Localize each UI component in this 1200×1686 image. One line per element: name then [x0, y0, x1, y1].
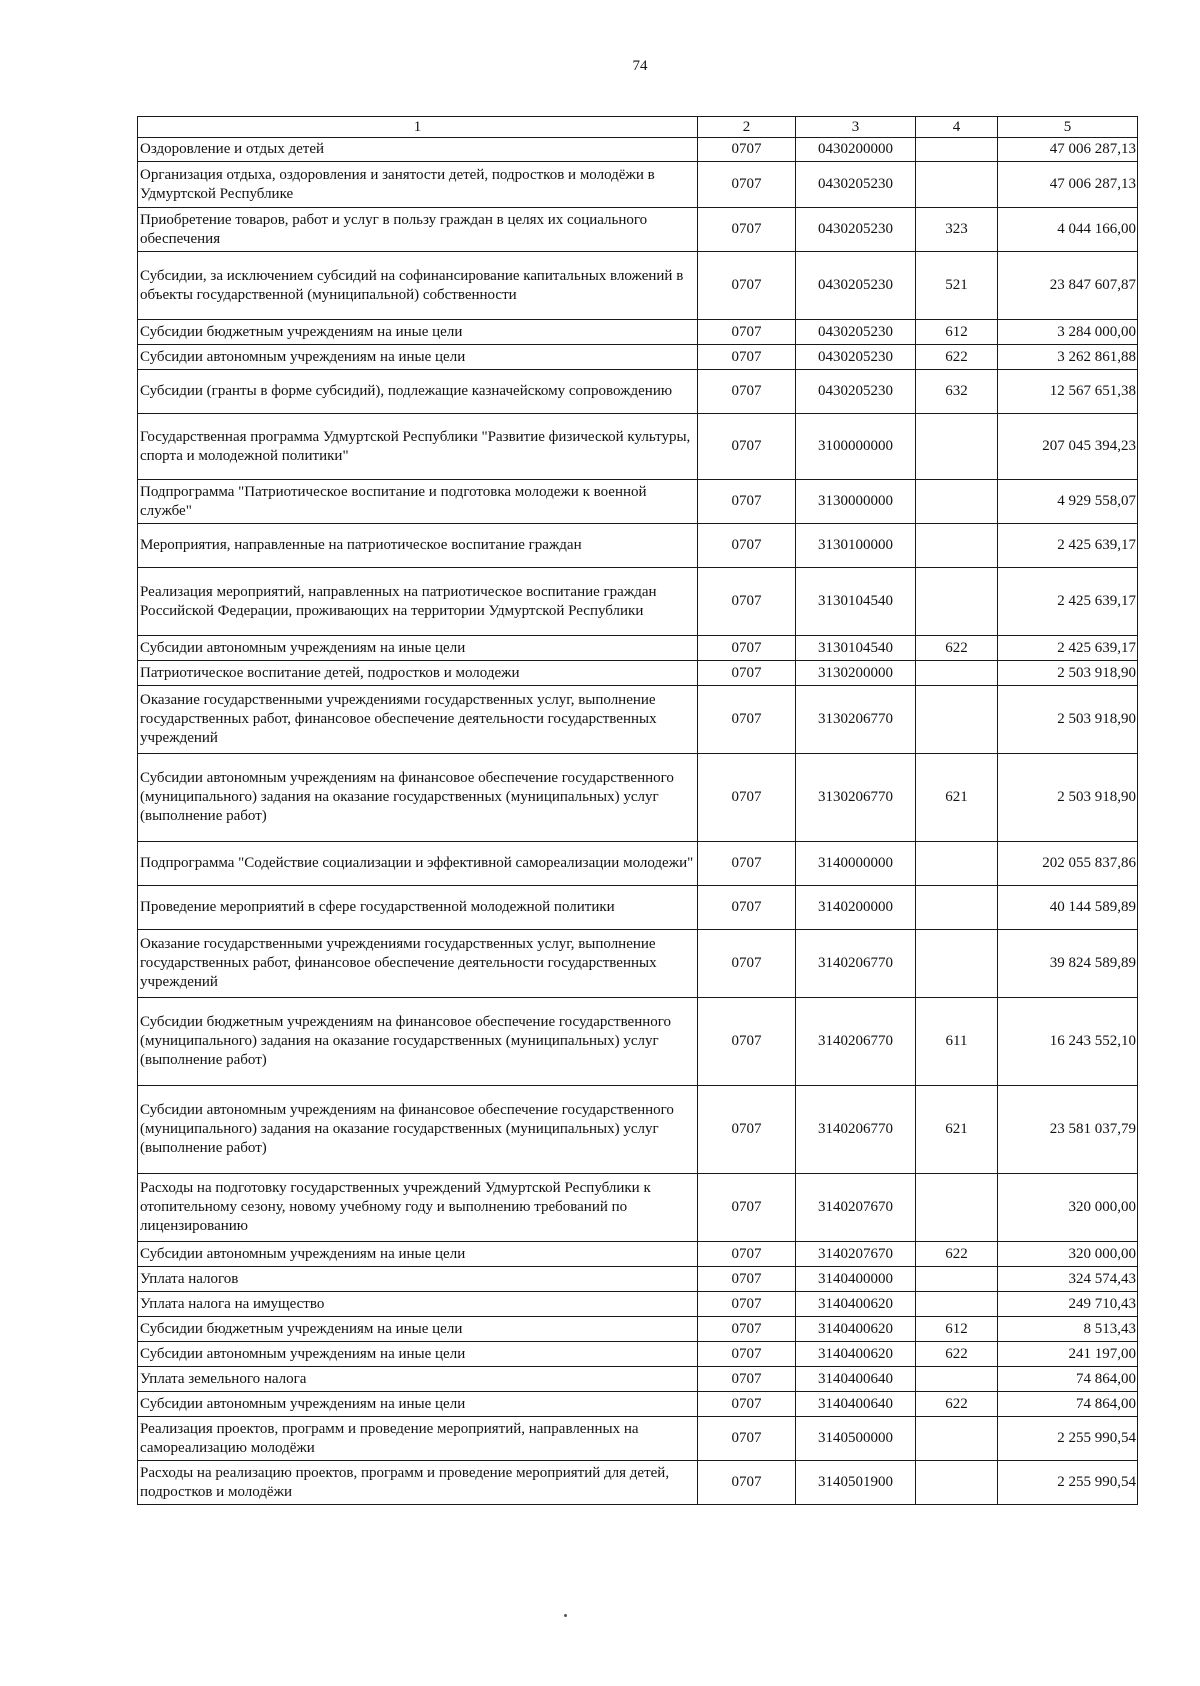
table-row	[138, 1367, 1138, 1392]
cell-name: Субсидии бюджетным учреждениям на иные цели	[138, 1317, 698, 1342]
cell-section: 0707	[698, 480, 796, 524]
header-row	[138, 117, 1138, 138]
cell-amount: 47 006 287,13	[998, 162, 1138, 208]
cell-section: 0707	[698, 162, 796, 208]
cell-amount: 2 255 990,54	[998, 1461, 1138, 1505]
table-row	[138, 998, 1138, 1086]
cell-type	[916, 886, 998, 930]
cell-section: 0707	[698, 1367, 796, 1392]
cell-name: Приобретение товаров, работ и услуг в пользу граждан в целях их социального обеспечения	[138, 208, 698, 252]
table-row	[138, 480, 1138, 524]
cell-target: 3140207670	[796, 1174, 916, 1242]
cell-target: 3100000000	[796, 414, 916, 480]
cell-target: 3140400620	[796, 1292, 916, 1317]
cell-name: Оказание государственными учреждениями государственных услуг, выполнение государственных работ, финансовое обеспечение деятельности государственных учреждений	[138, 686, 698, 754]
cell-name: Реализация проектов, программ и проведение мероприятий, направленных на самореализацию молодёжи	[138, 1417, 698, 1461]
cell-target: 3140400000	[796, 1267, 916, 1292]
cell-target: 0430205230	[796, 162, 916, 208]
table-row	[138, 138, 1138, 162]
cell-amount: 249 710,43	[998, 1292, 1138, 1317]
table-row	[138, 524, 1138, 568]
cell-name: Субсидии автономным учреждениям на иные цели	[138, 1242, 698, 1267]
cell-type: 622	[916, 1392, 998, 1417]
cell-amount: 47 006 287,13	[998, 138, 1138, 162]
table-row	[138, 1417, 1138, 1461]
cell-type	[916, 1417, 998, 1461]
cell-amount: 241 197,00	[998, 1342, 1138, 1367]
cell-type	[916, 1292, 998, 1317]
table-row	[138, 930, 1138, 998]
table-row	[138, 320, 1138, 345]
cell-amount: 74 864,00	[998, 1392, 1138, 1417]
cell-section: 0707	[698, 1392, 796, 1417]
cell-name: Государственная программа Удмуртской Республики "Развитие физической культуры, спорта и молодежной политики"	[138, 414, 698, 480]
table-row	[138, 1392, 1138, 1417]
table-row	[138, 1342, 1138, 1367]
table-row	[138, 370, 1138, 414]
cell-amount: 320 000,00	[998, 1174, 1138, 1242]
cell-amount: 40 144 589,89	[998, 886, 1138, 930]
cell-type	[916, 1174, 998, 1242]
cell-section: 0707	[698, 524, 796, 568]
table-row	[138, 1317, 1138, 1342]
cell-section: 0707	[698, 1267, 796, 1292]
cell-section: 0707	[698, 568, 796, 636]
cell-target: 3140000000	[796, 842, 916, 886]
cell-name: Уплата налога на имущество	[138, 1292, 698, 1317]
cell-type: 621	[916, 754, 998, 842]
cell-target: 3130104540	[796, 636, 916, 661]
cell-amount: 2 425 639,17	[998, 568, 1138, 636]
cell-type	[916, 661, 998, 686]
cell-amount: 3 284 000,00	[998, 320, 1138, 345]
cell-section: 0707	[698, 930, 796, 998]
cell-target: 3140207670	[796, 1242, 916, 1267]
cell-amount: 39 824 589,89	[998, 930, 1138, 998]
cell-section: 0707	[698, 208, 796, 252]
cell-name: Уплата земельного налога	[138, 1367, 698, 1392]
cell-amount: 23 581 037,79	[998, 1086, 1138, 1174]
cell-name: Субсидии автономным учреждениям на финансовое обеспечение государственного (муниципального) задания на оказание государственных (муниципальных) услуг (выполнение работ)	[138, 754, 698, 842]
cell-name: Субсидии (гранты в форме субсидий), подлежащие казначейскому сопровождению	[138, 370, 698, 414]
cell-section: 0707	[698, 686, 796, 754]
cell-target: 3140400620	[796, 1342, 916, 1367]
cell-name: Мероприятия, направленные на патриотическое воспитание граждан	[138, 524, 698, 568]
cell-name: Оздоровление и отдых детей	[138, 138, 698, 162]
cell-target: 3130206770	[796, 754, 916, 842]
cell-type	[916, 568, 998, 636]
cell-type: 622	[916, 636, 998, 661]
cell-section: 0707	[698, 138, 796, 162]
column-header-section: 2	[698, 117, 796, 138]
cell-name: Проведение мероприятий в сфере государственной молодежной политики	[138, 886, 698, 930]
cell-section: 0707	[698, 1174, 796, 1242]
cell-target: 0430200000	[796, 138, 916, 162]
cell-target: 0430205230	[796, 320, 916, 345]
cell-amount: 2 503 918,90	[998, 661, 1138, 686]
cell-amount: 202 055 837,86	[998, 842, 1138, 886]
table-row	[138, 1242, 1138, 1267]
table-row	[138, 162, 1138, 208]
cell-amount: 4 929 558,07	[998, 480, 1138, 524]
table-row	[138, 568, 1138, 636]
table-row	[138, 886, 1138, 930]
cell-name: Субсидии бюджетным учреждениям на финансовое обеспечение государственного (муниципального) задания на оказание государственных (муниципальных) услуг (выполнение работ)	[138, 998, 698, 1086]
column-header-name: 1	[138, 117, 698, 138]
cell-type	[916, 686, 998, 754]
cell-amount: 2 503 918,90	[998, 686, 1138, 754]
cell-name: Организация отдыха, оздоровления и занятости детей, подростков и молодёжи в Удмуртской Республике	[138, 162, 698, 208]
cell-target: 3140400620	[796, 1317, 916, 1342]
cell-amount: 16 243 552,10	[998, 998, 1138, 1086]
cell-amount: 4 044 166,00	[998, 208, 1138, 252]
table-row	[138, 208, 1138, 252]
cell-section: 0707	[698, 320, 796, 345]
cell-section: 0707	[698, 414, 796, 480]
table-row	[138, 754, 1138, 842]
cell-amount: 8 513,43	[998, 1317, 1138, 1342]
cell-target: 3140400640	[796, 1367, 916, 1392]
cell-name: Субсидии, за исключением субсидий на софинансирование капитальных вложений в объекты государственной (муниципальной) собственности	[138, 252, 698, 320]
cell-name: Подпрограмма "Содействие социализации и эффективной самореализации молодежи"	[138, 842, 698, 886]
cell-target: 0430205230	[796, 370, 916, 414]
cell-target: 3140501900	[796, 1461, 916, 1505]
column-header-amount: 5	[998, 117, 1138, 138]
cell-type	[916, 414, 998, 480]
cell-target: 3130200000	[796, 661, 916, 686]
table-row	[138, 1267, 1138, 1292]
cell-amount: 320 000,00	[998, 1242, 1138, 1267]
table-row	[138, 252, 1138, 320]
cell-section: 0707	[698, 661, 796, 686]
cell-target: 0430205230	[796, 208, 916, 252]
scan-dot	[564, 1614, 567, 1617]
cell-name: Реализация мероприятий, направленных на патриотическое воспитание граждан Российской Федерации, проживающих на территории Удмуртской Республики	[138, 568, 698, 636]
cell-type	[916, 138, 998, 162]
cell-amount: 2 503 918,90	[998, 754, 1138, 842]
table-row	[138, 414, 1138, 480]
table-row	[138, 1292, 1138, 1317]
cell-section: 0707	[698, 1461, 796, 1505]
cell-name: Субсидии автономным учреждениям на финансовое обеспечение государственного (муниципального) задания на оказание государственных (муниципальных) услуг (выполнение работ)	[138, 1086, 698, 1174]
cell-section: 0707	[698, 754, 796, 842]
cell-type	[916, 162, 998, 208]
budget-table	[137, 116, 1138, 1505]
cell-type: 323	[916, 208, 998, 252]
cell-section: 0707	[698, 998, 796, 1086]
cell-name: Расходы на подготовку государственных учреждений Удмуртской Республики к отопительному сезону, новому учебному году и выполнению требований по лицензированию	[138, 1174, 698, 1242]
table-row	[138, 1174, 1138, 1242]
cell-amount: 2 425 639,17	[998, 636, 1138, 661]
cell-type: 611	[916, 998, 998, 1086]
cell-name: Субсидии бюджетным учреждениям на иные цели	[138, 320, 698, 345]
cell-section: 0707	[698, 1342, 796, 1367]
cell-name: Субсидии автономным учреждениям на иные цели	[138, 1392, 698, 1417]
cell-type: 622	[916, 345, 998, 370]
table-row	[138, 1086, 1138, 1174]
cell-type: 612	[916, 320, 998, 345]
cell-name: Патриотическое воспитание детей, подростков и молодежи	[138, 661, 698, 686]
cell-amount: 74 864,00	[998, 1367, 1138, 1392]
cell-type	[916, 1461, 998, 1505]
cell-target: 3140500000	[796, 1417, 916, 1461]
cell-type	[916, 842, 998, 886]
column-header-target: 3	[796, 117, 916, 138]
cell-name: Субсидии автономным учреждениям на иные цели	[138, 1342, 698, 1367]
cell-name: Оказание государственными учреждениями государственных услуг, выполнение государственных работ, финансовое обеспечение деятельности государственных учреждений	[138, 930, 698, 998]
cell-type	[916, 524, 998, 568]
cell-amount: 23 847 607,87	[998, 252, 1138, 320]
cell-section: 0707	[698, 886, 796, 930]
cell-type: 622	[916, 1342, 998, 1367]
cell-name: Уплата налогов	[138, 1267, 698, 1292]
cell-target: 3130100000	[796, 524, 916, 568]
column-header-type: 4	[916, 117, 998, 138]
cell-amount: 2 425 639,17	[998, 524, 1138, 568]
cell-type: 612	[916, 1317, 998, 1342]
cell-type: 521	[916, 252, 998, 320]
table-row	[138, 345, 1138, 370]
cell-amount: 3 262 861,88	[998, 345, 1138, 370]
cell-target: 3140206770	[796, 998, 916, 1086]
table-row	[138, 686, 1138, 754]
cell-section: 0707	[698, 1317, 796, 1342]
cell-type	[916, 1267, 998, 1292]
table-row	[138, 1461, 1138, 1505]
table-row	[138, 661, 1138, 686]
cell-target: 3140400640	[796, 1392, 916, 1417]
cell-target: 3130000000	[796, 480, 916, 524]
cell-name: Расходы на реализацию проектов, программ и проведение мероприятий для детей, подростков и молодёжи	[138, 1461, 698, 1505]
cell-section: 0707	[698, 345, 796, 370]
cell-section: 0707	[698, 1086, 796, 1174]
cell-section: 0707	[698, 1292, 796, 1317]
cell-target: 3130104540	[796, 568, 916, 636]
cell-amount: 2 255 990,54	[998, 1417, 1138, 1461]
cell-target: 0430205230	[796, 252, 916, 320]
cell-type: 632	[916, 370, 998, 414]
cell-name: Субсидии автономным учреждениям на иные цели	[138, 345, 698, 370]
table-row	[138, 636, 1138, 661]
cell-section: 0707	[698, 1417, 796, 1461]
page-number: 74	[632, 58, 648, 74]
cell-type: 621	[916, 1086, 998, 1174]
cell-target: 3140200000	[796, 886, 916, 930]
cell-type	[916, 930, 998, 998]
cell-type	[916, 480, 998, 524]
cell-type: 622	[916, 1242, 998, 1267]
cell-target: 3140206770	[796, 1086, 916, 1174]
cell-name: Субсидии автономным учреждениям на иные цели	[138, 636, 698, 661]
cell-section: 0707	[698, 842, 796, 886]
cell-target: 3130206770	[796, 686, 916, 754]
cell-section: 0707	[698, 1242, 796, 1267]
cell-section: 0707	[698, 252, 796, 320]
cell-section: 0707	[698, 370, 796, 414]
cell-target: 3140206770	[796, 930, 916, 998]
cell-section: 0707	[698, 636, 796, 661]
cell-amount: 12 567 651,38	[998, 370, 1138, 414]
cell-type	[916, 1367, 998, 1392]
cell-name: Подпрограмма "Патриотическое воспитание и подготовка молодежи к военной службе"	[138, 480, 698, 524]
table-row	[138, 842, 1138, 886]
cell-target: 0430205230	[796, 345, 916, 370]
cell-amount: 324 574,43	[998, 1267, 1138, 1292]
cell-amount: 207 045 394,23	[998, 414, 1138, 480]
